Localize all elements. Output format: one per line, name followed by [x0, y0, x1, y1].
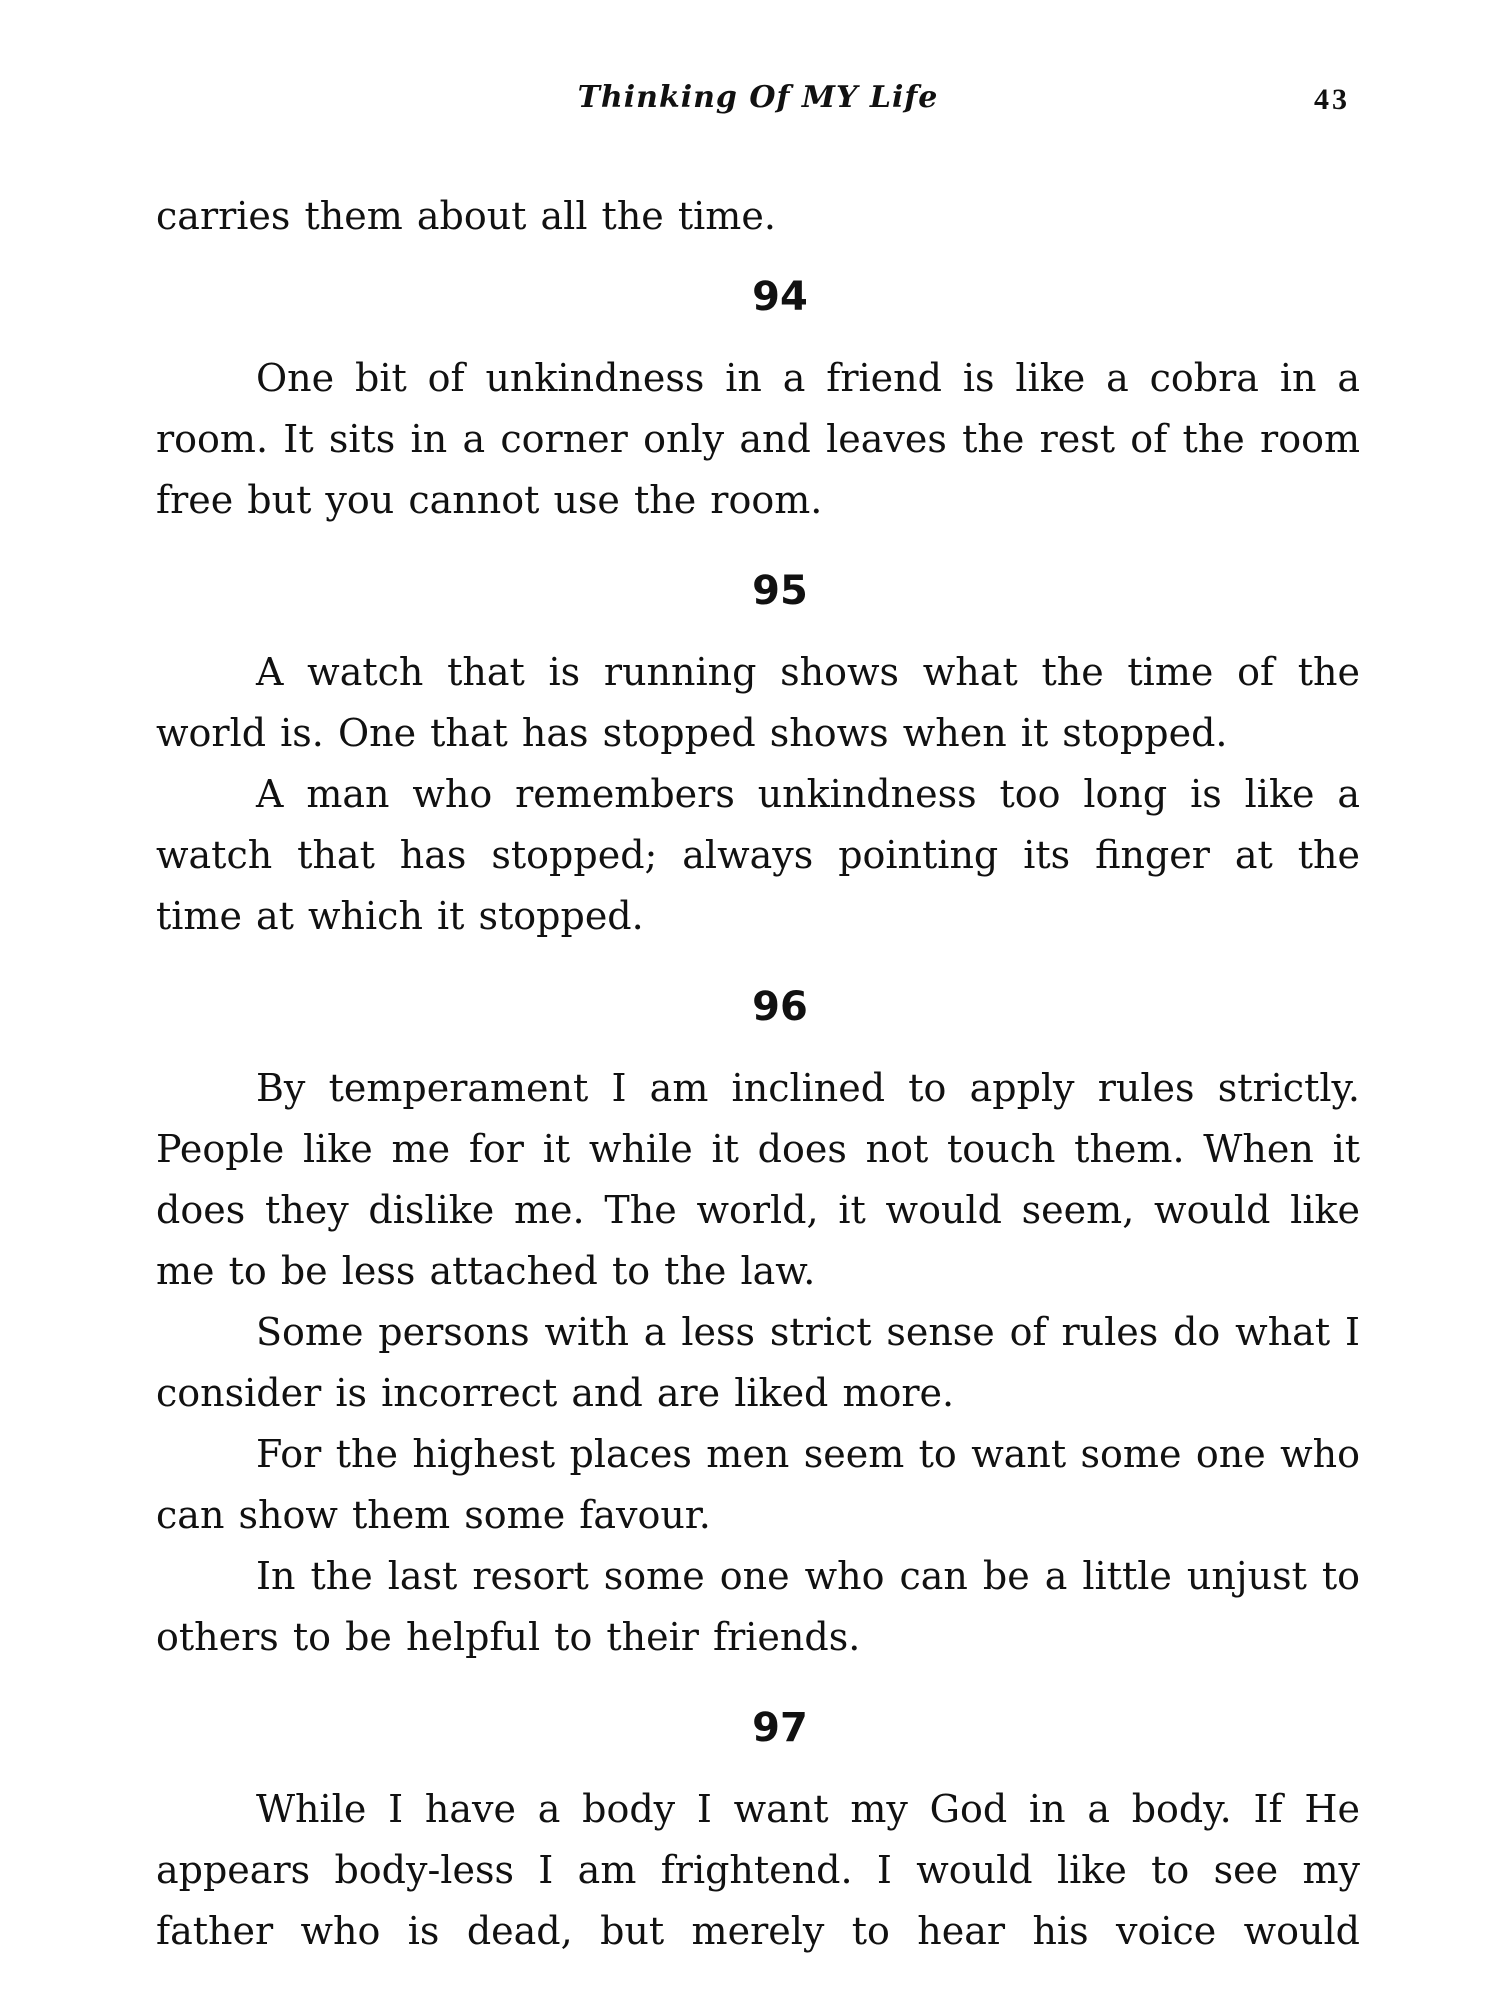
- section-number-94: 94: [752, 274, 808, 320]
- continuation-paragraph: carries them about all the time.: [156, 194, 776, 238]
- paragraph: In the last resort some one who can be a little unjust to others to be helpful to their friends.: [156, 1554, 1360, 1659]
- paragraph: For the highest places men seem to want some one who can show them some favour.: [156, 1432, 1360, 1537]
- running-header: [156, 78, 1360, 128]
- page-number: 43: [1314, 83, 1350, 116]
- body-text: [156, 186, 1360, 1962]
- section-number-96: 96: [752, 984, 808, 1030]
- paragraph: One bit of unkindness in a friend is like a cobra in a room. It sits in a corner only and leaves the rest of the room free but you cannot use the room.: [156, 356, 1360, 522]
- paragraph: A watch that is running shows what the time of the world is. One that has stopped shows when it stopped.: [156, 650, 1360, 755]
- running-title: Thinking Of MY Life: [577, 80, 939, 115]
- section-number-95: 95: [752, 568, 808, 614]
- paragraph: Some persons with a less strict sense of rules do what I consider is incorrect and are liked more.: [156, 1310, 1360, 1415]
- paragraph: By temperament I am inclined to apply rules strictly. People like me for it while it does not touch them. When it does they dislike me. The world, it would seem, would like me to be less attached to the law.: [156, 1066, 1360, 1293]
- paragraph: A man who remembers unkindness too long is like a watch that has stopped; always pointing its finger at the time at which it stopped.: [156, 772, 1360, 938]
- paragraph: While I have a body I want my God in a body. If He appears body-less I am frightend. I would like to see my father who is dead, but merely to hear his voice would: [156, 1787, 1360, 1953]
- section-number-97: 97: [752, 1705, 808, 1751]
